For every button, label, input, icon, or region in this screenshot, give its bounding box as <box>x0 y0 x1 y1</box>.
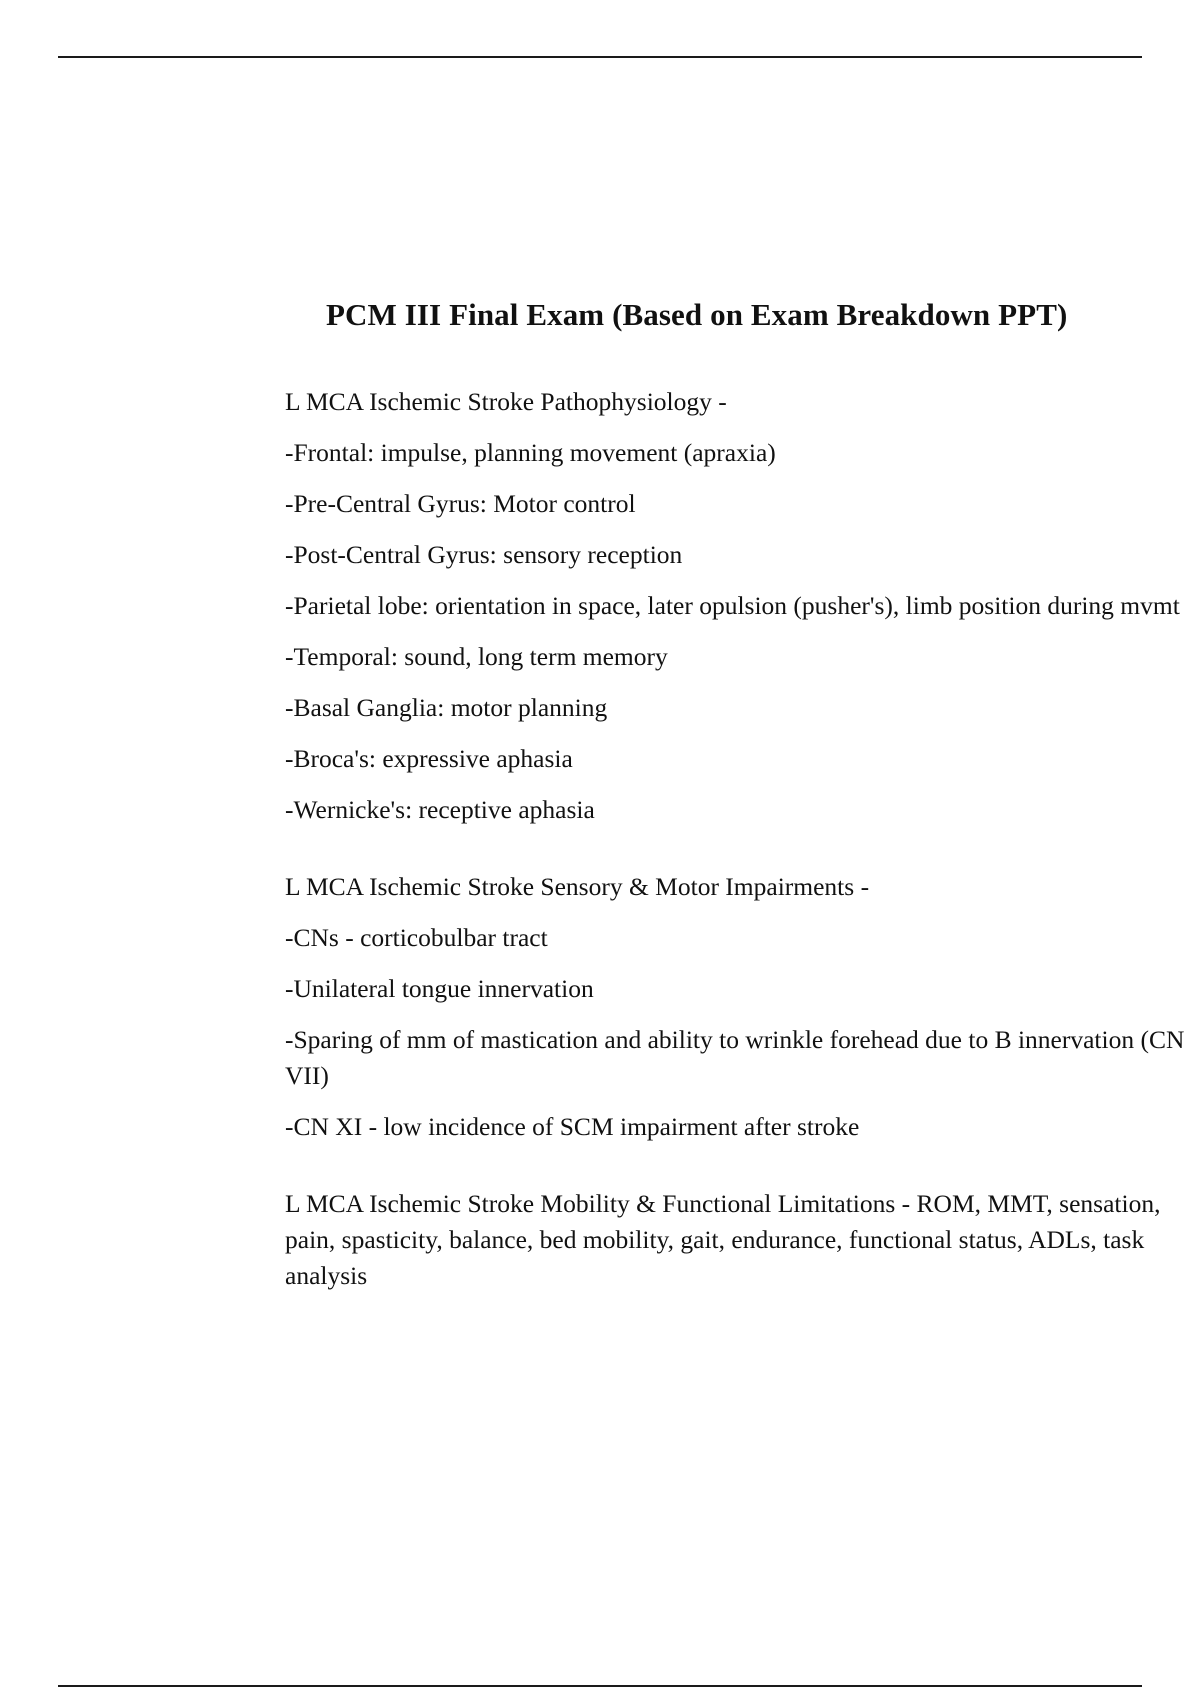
list-item: -Basal Ganglia: motor planning <box>285 693 608 722</box>
list-item: -Frontal: impulse, planning movement (apraxia) <box>285 438 776 467</box>
document-body <box>285 384 1185 1309</box>
section-heading: L MCA Ischemic Stroke Mobility & Functional Limitations - ROM, MMT, sensation, pain, spasticity, balance, bed mobility, gait, endurance, functional status, ADLs, task analysis <box>285 1189 1161 1290</box>
list-item: -CN XI - low incidence of SCM impairment after stroke <box>285 1112 860 1141</box>
list-item: -Temporal: sound, long term memory <box>285 642 668 671</box>
bottom-divider <box>58 1685 1142 1687</box>
top-divider <box>58 56 1142 58</box>
list-item: -Wernicke's: receptive aphasia <box>285 795 595 824</box>
section-pathophysiology <box>285 384 1185 828</box>
list-item: -Unilateral tongue innervation <box>285 974 594 1003</box>
list-item: -Post-Central Gyrus: sensory reception <box>285 540 683 569</box>
section-heading: L MCA Ischemic Stroke Sensory & Motor Impairments - <box>285 872 870 901</box>
page-title: PCM III Final Exam (Based on Exam Breakdown PPT) <box>326 296 1068 332</box>
list-item: -CNs - corticobulbar tract <box>285 923 548 952</box>
list-item: -Pre-Central Gyrus: Motor control <box>285 489 636 518</box>
list-item: -Sparing of mm of mastication and ability to wrinkle forehead due to B innervation (CN VII) <box>285 1025 1185 1090</box>
section-mobility-functional-limitations <box>285 1186 1185 1294</box>
list-item: -Parietal lobe: orientation in space, later opulsion (pusher's), limb position during mvmt <box>285 591 1180 620</box>
list-item: -Broca's: expressive aphasia <box>285 744 573 773</box>
section-sensory-motor-impairments <box>285 869 1185 1145</box>
section-heading: L MCA Ischemic Stroke Pathophysiology - <box>285 387 727 416</box>
